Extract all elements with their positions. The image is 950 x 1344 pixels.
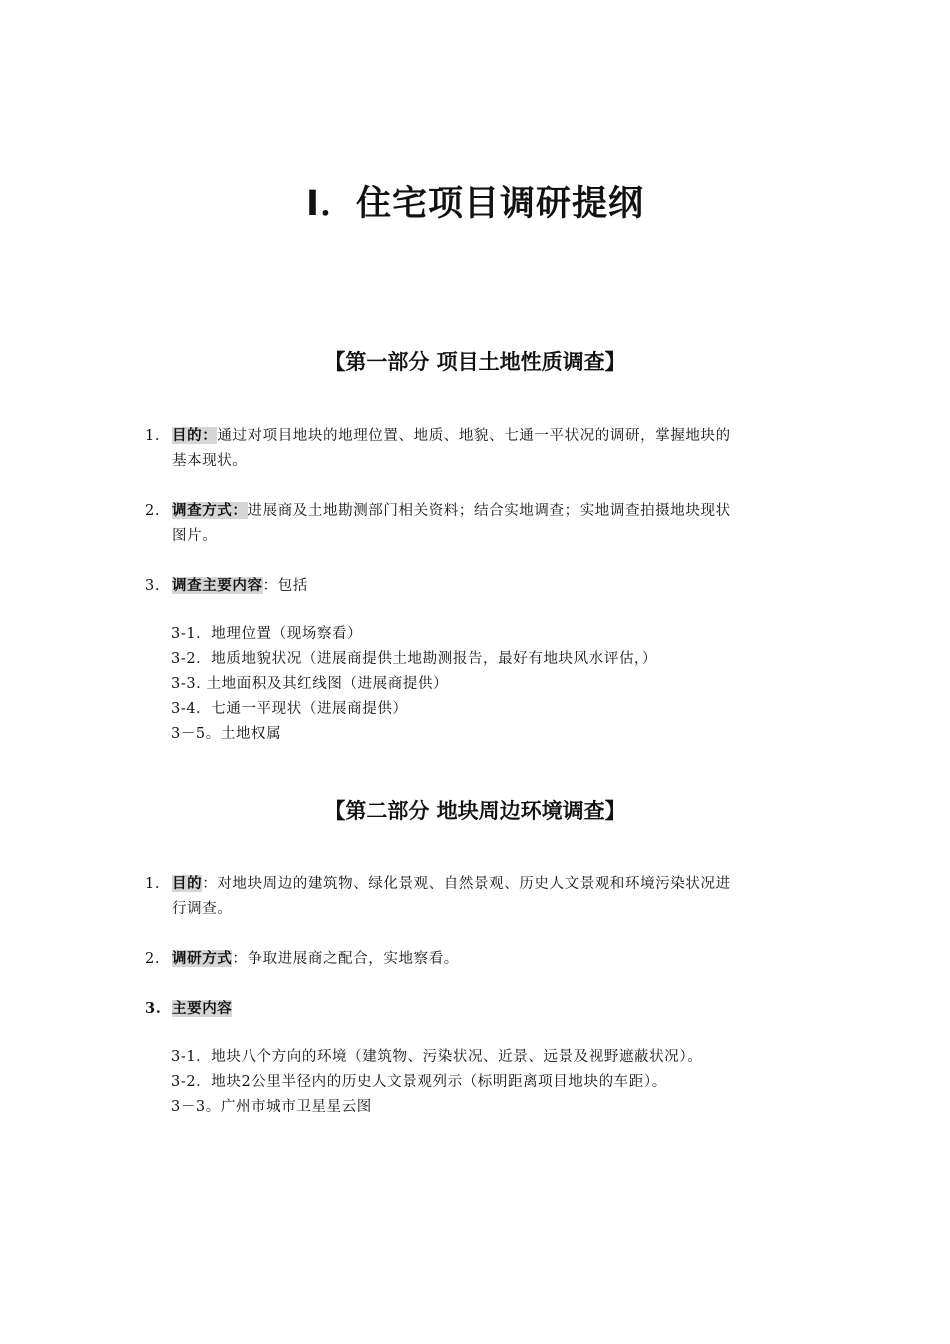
item-text-continued: 图片。: [172, 528, 218, 544]
part2-subitem-2: 3-2．地块2公里半径内的历史人文景观列示（标明距离项目地块的车距）。: [171, 1074, 667, 1090]
item-text: ：对地块周边的建筑物、绿化景观、自然景观、历史人文景观和环境污染状况进: [202, 876, 731, 892]
item-label: 调研方式: [172, 950, 233, 967]
item-number: 1.: [145, 428, 161, 444]
part1-item-2: [145, 498, 810, 549]
document-title: Ⅰ．住宅项目调研提纲: [305, 184, 645, 224]
item-label: 目的：: [172, 427, 218, 444]
item-text-continued: 行调查。: [172, 901, 233, 917]
item-text: 通过对项目地块的地理位置、地质、地貌、七通一平状况的调研，掌握地块的: [217, 428, 731, 444]
part1-item-3: [145, 573, 810, 599]
item-number: 3.: [145, 578, 161, 594]
item-label: 目的: [172, 875, 203, 892]
item-text: ：包括: [262, 578, 308, 594]
item-text: 进展商及土地勘测部门相关资料；结合实地调查；实地调查拍摄地块现状: [247, 503, 731, 519]
part2-heading: 【第二部分 地块周边环境调查】: [324, 799, 626, 823]
part1-subitem-3: 3-3. 土地面积及其红线图（进展商提供）: [171, 676, 449, 692]
item-text: ：争取进展商之配合，实地察看。: [232, 951, 459, 967]
item-label: 调查方式：: [172, 502, 248, 519]
part1-subitem-2: 3-2．地质地貌状况（进展商提供土地勘测报告，最好有地块风水评估，）: [171, 651, 657, 667]
part1-heading: 【第一部分 项目土地性质调查】: [324, 350, 626, 374]
item-label: 调查主要内容: [172, 577, 263, 594]
item-text-continued: 基本现状。: [172, 453, 248, 469]
item-number: 2.: [145, 503, 161, 519]
item-number: 1.: [145, 876, 161, 892]
item-label: 主要内容: [172, 1000, 233, 1017]
part1-subitem-5: 3－5。土地权属: [171, 726, 282, 742]
part1-item-1: [145, 423, 810, 474]
part1-subitem-4: 3-4．七通一平现状（进展商提供）: [171, 701, 408, 717]
part2-item-1: [145, 871, 810, 922]
item-number: 3.: [145, 1000, 162, 1017]
part2-subitem-3: 3－3。广州市城市卫星星云图: [171, 1099, 372, 1115]
part2-subitem-1: 3-1．地块八个方向的环境（建筑物、污染状况、近景、远景及视野遮蔽状况）。: [171, 1049, 703, 1065]
part2-item-3: [145, 996, 810, 1022]
part2-item-2: [145, 946, 810, 972]
part1-subitem-1: 3-1．地理位置（现场察看）: [171, 626, 363, 642]
item-number: 2.: [145, 951, 161, 967]
